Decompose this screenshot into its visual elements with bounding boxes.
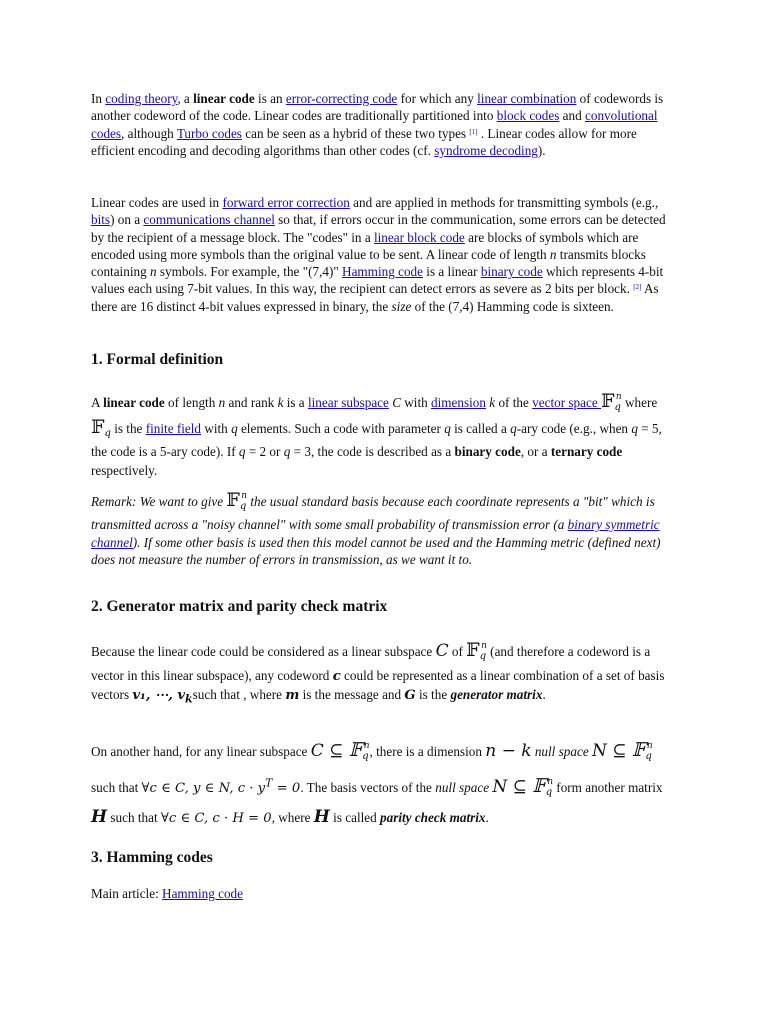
reference-1[interactable]: [1] [469,127,478,136]
math-H-bold: H [91,807,108,827]
math-N-subseteq-Fqn: N ⊆ 𝔽$_q^n$ [492,774,553,798]
math-fqn: 𝔽$_q^n$ [466,639,487,662]
section-heading-formal-definition: 1. Formal definition [91,351,224,368]
link-communications-channel[interactable]: communications channel [143,212,275,228]
math-C: C [435,641,449,661]
math-N-subseteq-Fqn: N ⊆ 𝔽$_q^n$ [591,739,653,762]
link-syndrome-decoding[interactable]: syndrome decoding [434,142,538,158]
intro-paragraph: In coding theory, a linear code is an error-correcting code for which any linear combination of codewords is another codeword of the code. Linear codes are traditionally partitioned into block codes and convolutional codes, although Turbo codes can be seen as a hybrid of these two types [1] . Linear codes allow for more efficient encoding and decoding algorithms than other codes (cf. syndrome decoding). [91,91,664,158]
math-fqn: 𝔽$_q^n$ [226,489,248,512]
link-hamming-code-main-article[interactable]: Hamming code [162,886,243,901]
math-H-bold: H [313,807,330,827]
math-n-minus-k: n − k [485,741,532,761]
link-block-codes[interactable]: block codes [496,108,560,124]
math-C-subseteq-Fqn: C ⊆ 𝔽$_q^n$ [310,739,370,762]
math-c-bold: c [332,668,341,684]
link-hamming-code[interactable]: Hamming code [342,264,423,280]
reference-2[interactable]: [2] [633,283,642,292]
link-vector-space[interactable]: vector space [532,395,601,410]
math-fq: 𝔽$_q$ [91,415,111,439]
usage-paragraph: Linear codes are used in forward error correction and are applied in methods for transmitting symbols (e.g., bits) on a communications channel so that, if errors occur in the communication, some errors can be detected by the recipient of a message block. The "codes" in a linear block code are blocks of symbols which are encoded using more symbols than the original value to be sent. A linear code of length n transmits blocks containing n symbols. For example, the "(7,4)" Hamming code is a linear binary code which represents 4-bit values each using 7-bit values. In this way, the recipient can detect errors as severe as 2 bits per block. [2] As there are 16 distinct 4-bit values expressed in binary, the size of the (7,4) Hamming code is sixteen. [91,195,666,314]
math-basis-vectors: v₁, ⋯, $v_k$ [132,688,193,706]
link-turbo-codes[interactable]: Turbo codes [176,125,242,141]
link-dimension[interactable]: dimension [431,395,486,410]
math-forall-orthogonality: ∀c ∈ C, y ∈ N, $c \cdot y^T = 0$ [141,776,301,796]
main-article-line: Main article: Hamming code [91,886,243,901]
parity-check-paragraph: On another hand, for any linear subspace C ⊆ 𝔽$_q^n$, there is a dimension n − k null space N ⊆ 𝔽$_q^n$ such that ∀c ∈ C, y ∈ N, $c \cdot y^T = 0$. The basis vectors of the null space N ⊆ 𝔽$_q^n$ form another matrix H such that ∀c ∈ C, c · H = 0, where H is called parity check matrix. [91,739,663,827]
math-m-bold: m [285,688,300,703]
section-heading-generator-matrix: 2. Generator matrix and parity check matrix [91,598,388,615]
link-linear-combination[interactable]: linear combination [477,91,577,106]
link-binary-code[interactable]: binary code [480,264,543,280]
link-error-correcting-code[interactable]: error-correcting code [285,91,398,106]
link-convolutional-codes[interactable]: convolutional codes [91,108,658,141]
generator-matrix-paragraph: Because the linear code could be considered as a linear subspace C of 𝔽$_q^n$ (and therefore a codeword is a vector in this linear subspace), any codeword c could be represented as a linear combination of a set of basis vectors v₁, ⋯, $v_ksuch$ that , where m is the message and G is the generator matrix. [91,639,665,706]
math-G-bold: G [404,688,416,703]
section-heading-hamming-codes: 3. Hamming codes [91,849,213,866]
math-fqn: 𝔽$_q^n$ [600,390,622,413]
link-linear-block-code[interactable]: linear block code [373,229,465,245]
link-linear-subspace[interactable]: linear subspace [307,395,389,410]
math-forall-parity: ∀c ∈ C, c · H = 0 [160,811,272,826]
link-coding-theory[interactable]: coding theory [105,91,178,106]
remark-paragraph: Remark: We want to give 𝔽$_q^n$ the usual standard basis because each coordinate represents a "bit" which is transmitted across a "noisy channel" with some small probability of transmission error (a binary symmetric channel). If some other basis is used then this model cannot be used and the Hamming metric (defined next) does not measure the number of errors in transmission, as we want it to. [91,489,661,568]
link-bits[interactable]: bits [91,212,111,228]
link-binary-symmetric-channel[interactable]: binary symmetric channel [91,516,660,550]
formal-definition-paragraph: A linear code of length n and rank k is a linear subspace C with dimension k of the vector space 𝔽$_q^n$ where 𝔽$_q$ is the finite field with q elements. Such a code with parameter q is called a q-ary code (e.g., when q = 5, the code is a 5-ary code). If q = 2 or q = 3, the code is described as a binary code, or a ternary code respectively. [91,390,662,478]
link-forward-error-correction[interactable]: forward error correction [222,195,350,210]
link-finite-field[interactable]: finite field [145,420,202,436]
